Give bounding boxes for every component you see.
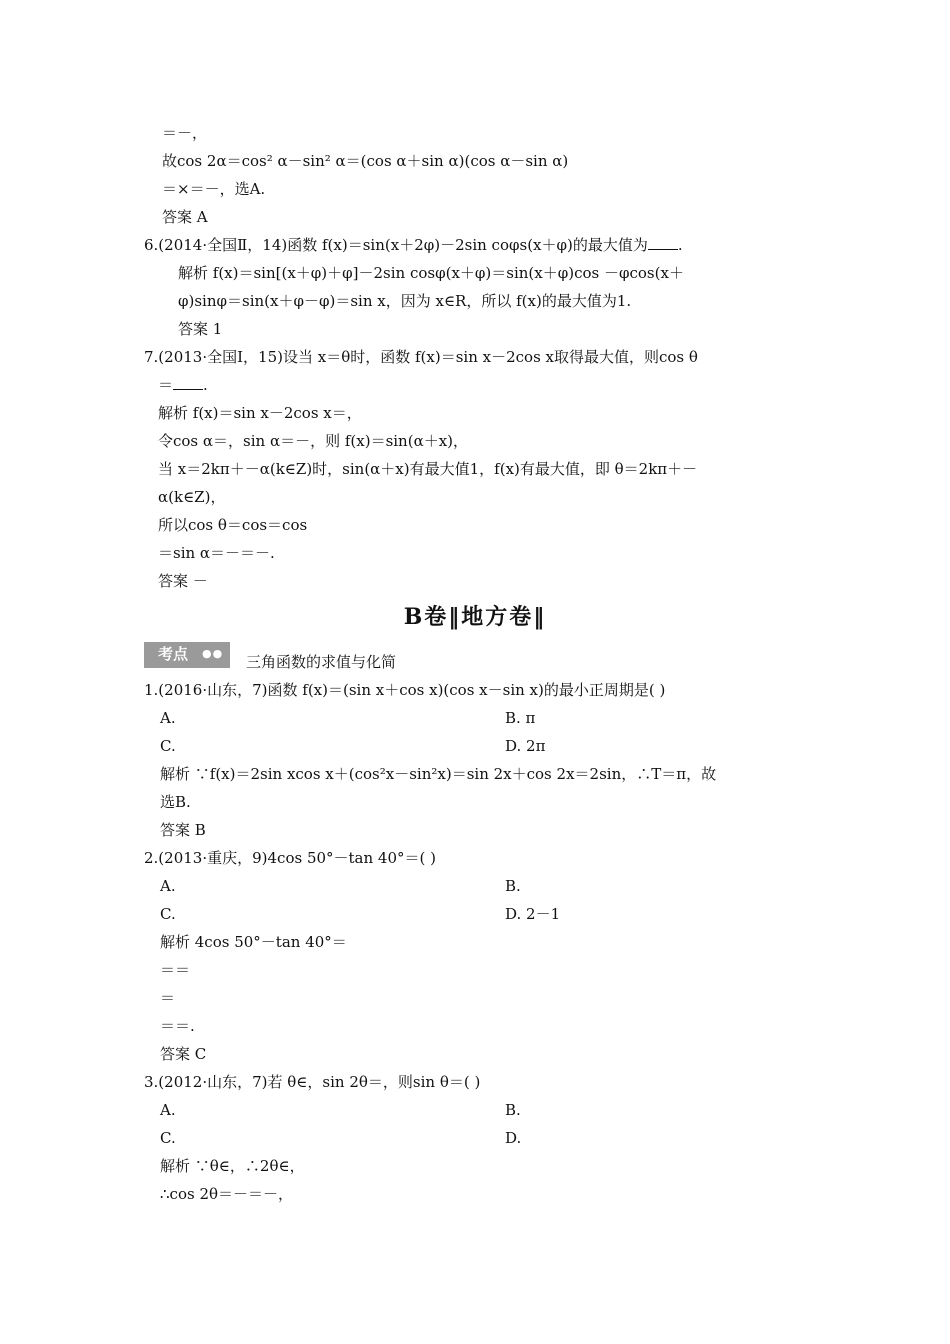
- text-line: ＝－，: [162, 124, 208, 142]
- option-b: B.: [505, 877, 521, 895]
- option-d: D.: [505, 1129, 522, 1147]
- answer-blank: [648, 235, 678, 250]
- option-b: B.: [505, 1101, 521, 1119]
- option-c: C.: [160, 1129, 176, 1147]
- option-b: B. π: [505, 709, 536, 727]
- text-line: ∴cos 2θ＝－＝－，: [160, 1185, 294, 1203]
- text-line: 当 x＝2kπ＋－α(k∈Z)时，sin(α＋x)有最大值1，f(x)有最大值，即 θ＝2kπ＋－: [158, 460, 698, 478]
- text-line: 解析 ∵f(x)＝2sin xcos x＋(cos²x－sin²x)＝sin 2x＋cos 2x＝2sin，∴T＝π，故: [160, 765, 717, 783]
- badge-label: 考点: [157, 645, 188, 663]
- period: .: [677, 236, 683, 254]
- text-line: ＝＝.: [160, 1017, 195, 1035]
- period: .: [203, 376, 208, 394]
- question-text: 6.(2014·全国Ⅱ，14)函数 f(x)＝sin(x＋2φ)－2sin coφs(x＋φ)的最大值为: [144, 236, 648, 254]
- answer-line: 答案 B: [160, 821, 206, 839]
- badge-dots: ●●: [202, 647, 224, 660]
- text-line: 解析 4cos 50°－tan 40°＝: [160, 933, 347, 951]
- answer-blank: [173, 375, 203, 390]
- answer-line: 答案 C: [160, 1045, 207, 1063]
- text-line: α(k∈Z)，: [158, 488, 226, 506]
- question-3: 3.(2012·山东，7)若 θ∈，sin 2θ＝，则sin θ＝( ): [144, 1073, 481, 1091]
- text-line: ＝＝: [160, 961, 191, 979]
- question-1: 1.(2016·山东，7)函数 f(x)＝(sin x＋cos x)(cos x－sin x)的最小正周期是( ): [144, 681, 666, 699]
- text-line: 故cos 2α＝cos² α－sin² α＝(cos α＋sin α)(cos α－sin α): [162, 152, 569, 170]
- topic-title: 三角函数的求值与化简: [246, 653, 397, 671]
- text-line: 所以cos θ＝cos＝cos: [158, 516, 308, 534]
- option-d: D. 2－1: [505, 905, 561, 923]
- question-7-cont: [158, 375, 208, 395]
- question-7: 7.(2013·全国Ⅰ，15)设当 x＝θ时，函数 f(x)＝sin x－2cos x取得最大值，则cos θ: [144, 348, 698, 366]
- text-line: 解析 f(x)＝sin[(x＋φ)＋φ]－2sin cosφ(x＋φ)＝sin(x＋φ)cos －φcos(x＋: [178, 264, 684, 282]
- option-a: A.: [160, 709, 176, 727]
- question-6: [144, 235, 683, 255]
- section-title: B卷‖地方卷‖: [403, 604, 547, 630]
- answer-line: 答案 A: [162, 208, 208, 226]
- text-line: ＝: [160, 989, 176, 1007]
- answer-line: 答案 －: [158, 572, 208, 590]
- text-line: 解析 ∵θ∈，∴2θ∈，: [160, 1157, 305, 1175]
- option-d: D. 2π: [505, 737, 546, 755]
- text-line: 解析 f(x)＝sin x－2cos x＝，: [158, 404, 362, 422]
- option-a: A.: [160, 1101, 176, 1119]
- text-line: 令cos α＝，sin α＝－，则 f(x)＝sin(α＋x)，: [158, 432, 469, 450]
- question-2: 2.(2013·重庆，9)4cos 50°－tan 40°＝( ): [144, 849, 436, 867]
- text-line: 选B.: [160, 793, 191, 811]
- topic-badge: [144, 642, 230, 668]
- question-text: ＝: [158, 376, 174, 394]
- text-line: φ)sinφ＝sin(x＋φ－φ)＝sin x，因为 x∈R，所以 f(x)的最大值为1.: [178, 292, 632, 310]
- option-a: A.: [160, 877, 176, 895]
- option-c: C.: [160, 737, 176, 755]
- answer-line: 答案 1: [178, 320, 223, 338]
- text-line: ＝sin α＝－＝－.: [158, 544, 275, 562]
- option-c: C.: [160, 905, 176, 923]
- text-line: ＝×＝－，选A.: [162, 180, 266, 198]
